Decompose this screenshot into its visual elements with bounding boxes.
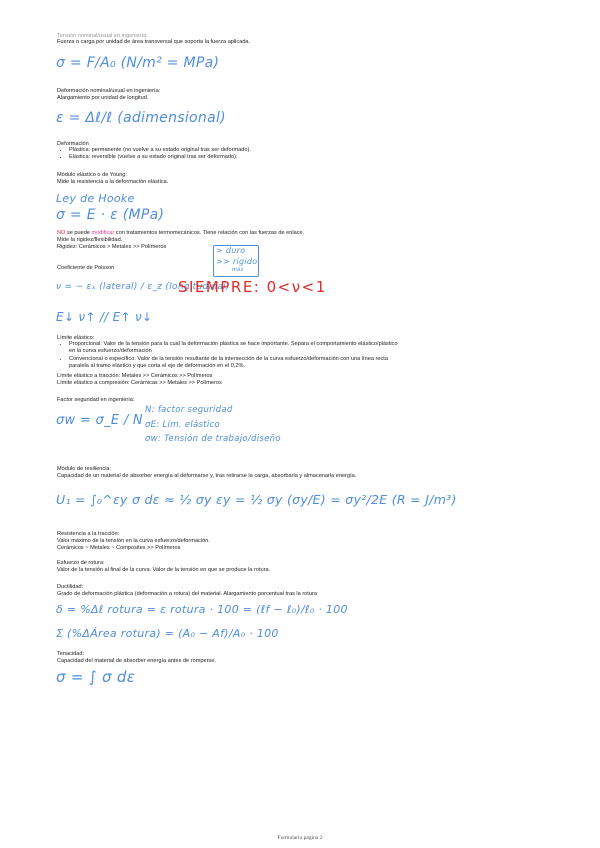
strain-formula-handwritten: ε = Δℓ/ℓ (adimensional) — [56, 110, 226, 126]
resilience-definition: Capacidad de un material de absorber energía al deformarse y, tras retirarse la carga, absorbarla y almacenarla energía. — [57, 473, 357, 479]
toughness-definition: Capacidad del material de absorber energía antes de romperse. — [57, 658, 216, 664]
poisson-range-handwritten: SIEMPRE: 0<ν<1 — [178, 278, 327, 296]
rigidity-order: Rigidez: Cerámicos > Metales >> Polímeros — [57, 244, 167, 250]
ductility-formula-1: δ = %Δℓ rotura = ε rotura · 100 = (ℓf − ℓ₀)/ℓ₀ · 100 — [56, 603, 348, 616]
stress-definition: Fuerza o carga por unidad de área transversal que soporta la fuerza aplicada. — [57, 39, 251, 45]
poisson-relation-handwritten: E↓ ν↑ // E↑ ν↓ — [56, 310, 153, 324]
hooke-formula-handwritten: σ = E · ε (MPa) — [56, 207, 165, 223]
yield-compression: Límite elástico a compresión: Cerámicas >> Metales >> Polímeros — [57, 380, 222, 386]
tensile-order: Cerámicos ~ Metales ~ Composites >> Polímeros — [57, 545, 181, 551]
safety-formula-handwritten: σw = σ_E / N — [56, 413, 143, 428]
box-text-3: más — [232, 267, 244, 273]
list-item: • Elástica: reversible (vuelve a su estado original tras ser deformado). — [69, 154, 251, 161]
strain-definition: Alargamiento por unidad de longitud. — [57, 95, 149, 101]
poisson-formula-handwritten: ν = − εₓ (lateral) / ε_z (longitudinal) — [56, 282, 230, 292]
no-text: NO — [57, 230, 66, 236]
resilience-title: Módulo de resiliencia: — [57, 466, 112, 472]
resilience-formula-handwritten: U₁ = ∫₀^εy σ dε ≈ ½ σy εy = ½ σy (σy/E) = σy²/2E (R = J/m³) — [56, 492, 457, 507]
rigidity-measure: Mide la rigidez/flexibilidad. — [57, 237, 123, 243]
deformation-list — [57, 147, 251, 162]
tensile-definition: Valor máximo de la tensión en la curva esfuerzo/deformación. — [57, 538, 210, 544]
yield-list — [57, 341, 402, 370]
safety-title: Factor seguridad en ingeniería: — [57, 397, 135, 403]
hooke-law-handwritten: Ley de Hooke — [56, 192, 135, 205]
strain-title: Deformación nominal/usual en ingeniería: — [57, 88, 161, 94]
tensile-title: Resistencia a la tracción: — [57, 531, 120, 537]
yield-tension: Límite elástico a tracción: Metales >> Cerámicos >> Polímeros — [57, 373, 213, 379]
yield-title: Límite elástico: — [57, 335, 95, 341]
list-item: • Proporcional: Valor de la tensión para la cual la deformación plástica se hace importante. Separa el comportamiento elástico/plástico en la curva esfuerzo/deformación — [69, 341, 402, 356]
toughness-title: Tenacidad: — [57, 651, 85, 657]
safety-note-2: σE: Lím. elástico — [145, 420, 221, 430]
fracture-title: Esfuerzo de rotura: — [57, 560, 105, 566]
list-item: • Convencional o específico: Valor de la tensión resultante de la intersección de la curva esfuerzo/deformación con una línea recta paralela al tramo elástico y que corta el eje de deformación en el 0,2%. — [69, 356, 402, 371]
modify-text: modificar — [91, 230, 115, 236]
note-text: se puede — [65, 230, 92, 236]
list-item: • Plástica: permanente (no vuelve a su estado original tras ser deformado). — [69, 147, 251, 154]
poisson-title: Coeficiente de Poisson — [57, 265, 115, 271]
safety-note-3: σw: Tensión de trabajo/diseño — [145, 434, 281, 444]
ductility-definition: Grado de deformación plástica (deformación a rotura) del material. Alargamiento porcentual tras la rotura — [57, 591, 317, 597]
toughness-formula-handwritten: σ = ∫ σ dε — [56, 668, 136, 686]
box-text-1: > duro — [216, 246, 246, 255]
note-text: con tratamientos termomecánicos. Tiene relación con las fuerzas de enlace. — [114, 230, 305, 236]
page-footer: Formulario página 2 — [277, 835, 323, 841]
ductility-formula-2: Σ (%ΔÁrea rotura) = (A₀ − Af)/A₀ · 100 — [56, 627, 279, 640]
ductility-title: Ductilidad: — [57, 584, 84, 590]
stress-formula-handwritten: σ = F/A₀ (N/m² = MPa) — [56, 55, 220, 71]
deformation-title: Deformación — [57, 141, 89, 147]
young-title: Módulo elástico o de Young: — [57, 172, 127, 178]
safety-note-1: N: factor seguridad — [145, 405, 233, 415]
box-text-2: >> rígido — [216, 257, 258, 266]
fracture-definition: Valor de la tensión al final de la curva. Valor de la tensión en que se produce la rotura. — [57, 567, 271, 573]
cut-off-heading: Tensión nominal/usual en ingeniería: — [57, 33, 148, 39]
young-definition: Mide la resistencia a la deformación elástica. — [57, 179, 169, 185]
